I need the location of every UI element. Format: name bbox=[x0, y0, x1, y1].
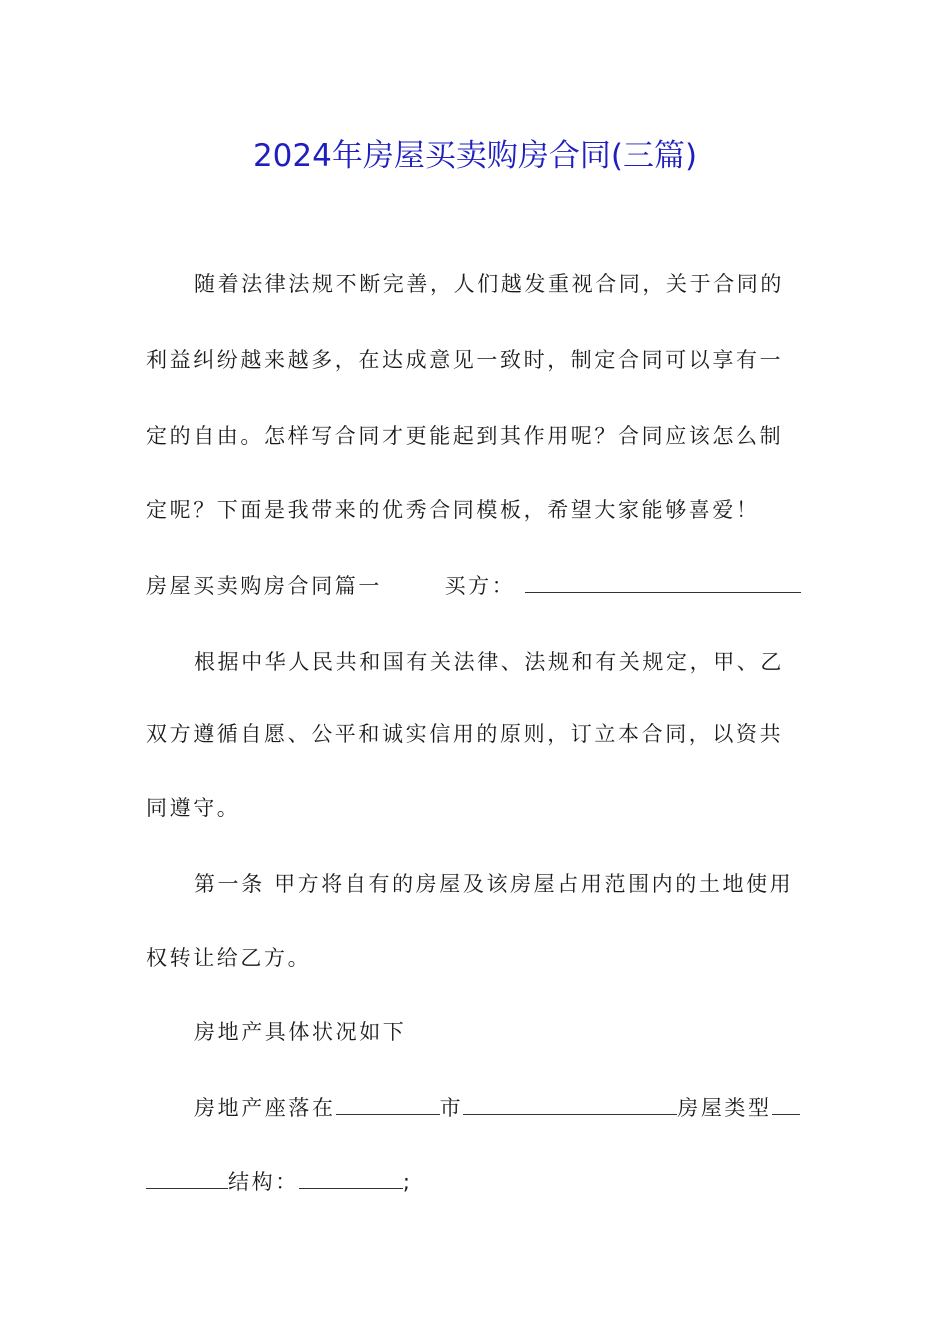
section-heading-line bbox=[146, 572, 801, 600]
location-blank bbox=[336, 1096, 440, 1115]
basis-line-1: 根据中华人民共和国有关法律、法规和有关规定，甲、乙 bbox=[194, 650, 784, 674]
structure-blank bbox=[299, 1170, 403, 1189]
status-heading: 房地产具体状况如下 bbox=[194, 1020, 407, 1044]
buyer-blank bbox=[525, 574, 801, 593]
structure-end: ; bbox=[402, 1170, 413, 1194]
structure-line bbox=[146, 1168, 413, 1196]
document-title: 2024年房屋买卖购房合同(三篇) bbox=[252, 138, 698, 174]
intro-line-4: 定呢？下面是我带来的优秀合同模板，希望大家能够喜爱！ bbox=[146, 498, 760, 522]
type-label: 房屋类型 bbox=[677, 1096, 772, 1120]
location-prefix: 房地产座落在 bbox=[194, 1096, 336, 1120]
location-line bbox=[194, 1094, 800, 1122]
city-blank bbox=[463, 1096, 677, 1115]
intro-line-1: 随着法律法规不断完善，人们越发重视合同，关于合同的 bbox=[194, 272, 784, 296]
article1-line-1: 第一条 甲方将自有的房屋及该房屋占用范围内的土地使用 bbox=[194, 872, 794, 896]
structure-label: 结构： bbox=[228, 1170, 299, 1194]
type-blank-cont bbox=[146, 1170, 228, 1189]
basis-line-3: 同遵守。 bbox=[146, 796, 241, 820]
city-label: 市 bbox=[439, 1096, 464, 1120]
intro-line-3: 定的自由。怎样写合同才更能起到其作用呢？合同应该怎么制 bbox=[146, 424, 784, 448]
intro-line-2: 利益纠纷越来越多，在达成意见一致时，制定合同可以享有一 bbox=[146, 348, 784, 372]
basis-line-2: 双方遵循自愿、公平和诚实信用的原则，订立本合同，以资共 bbox=[146, 722, 784, 746]
article1-line-2: 权转让给乙方。 bbox=[146, 946, 312, 970]
section-heading: 房屋买卖购房合同篇一 bbox=[146, 574, 382, 598]
buyer-label: 买方： bbox=[444, 574, 516, 598]
type-blank bbox=[772, 1096, 800, 1115]
